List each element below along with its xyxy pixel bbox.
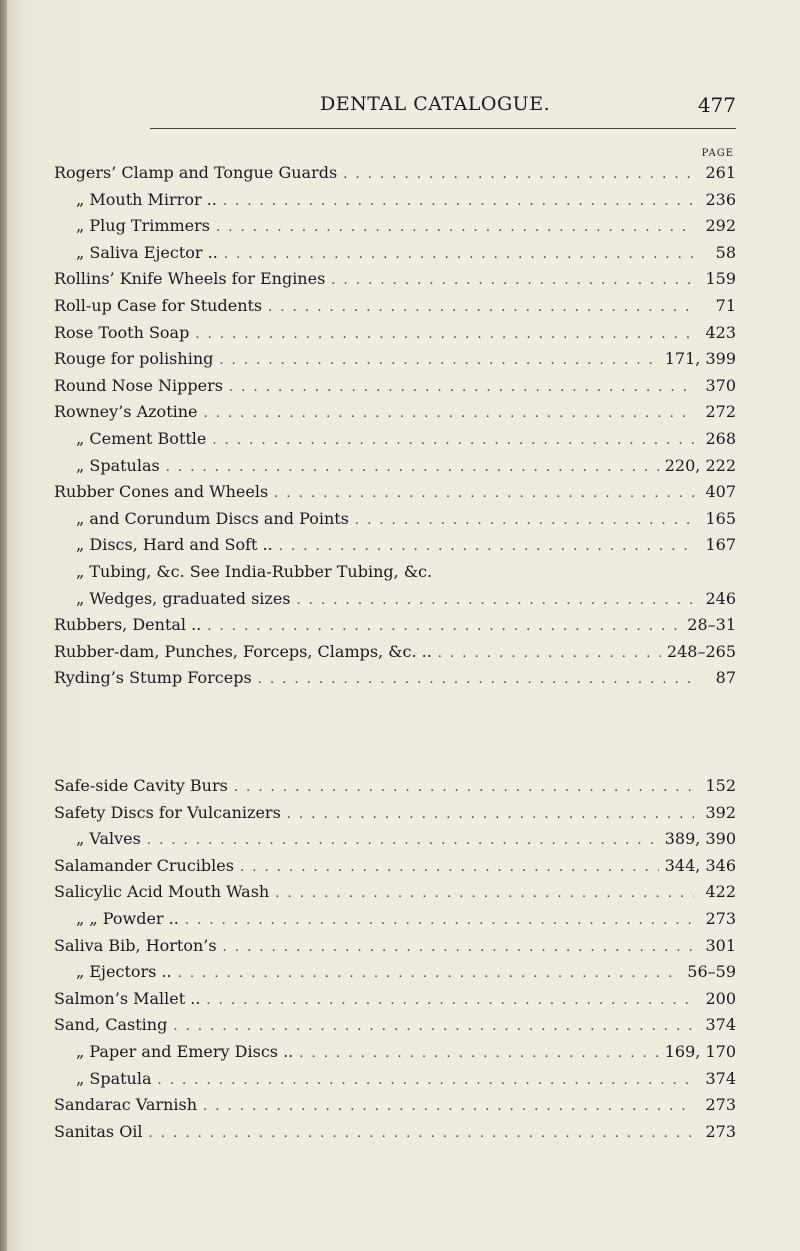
entry-label: Sandarac Varnish — [54, 1095, 198, 1115]
dot-leader — [279, 534, 694, 560]
dot-leader — [166, 455, 659, 481]
index-entry — [54, 986, 736, 1013]
dot-leader — [275, 881, 694, 907]
entry-page-number: 87 — [715, 668, 736, 688]
dot-leader — [274, 481, 694, 507]
entry-page-number: 200 — [705, 988, 736, 1008]
entry-label: Safe-side Cavity Burs — [54, 776, 228, 795]
dot-leader — [297, 588, 695, 614]
entry-label: „ Paper and Emery Discs .. — [76, 1041, 294, 1061]
entry-page-number: 28–31 — [687, 615, 736, 635]
dot-leader — [258, 667, 694, 693]
entry-label: Safety Discs for Vulcanizers — [54, 802, 281, 822]
index-entry — [54, 665, 736, 692]
index-entry — [54, 959, 736, 986]
entry-page-number: 344, 346 — [664, 855, 736, 875]
entry-label: „ Ejectors .. — [76, 962, 172, 982]
entry-label: „ „ Powder .. — [76, 908, 179, 928]
index-entry — [54, 773, 736, 800]
running-title: DENTAL CATALOGUE. — [320, 93, 551, 115]
index-entry — [54, 266, 736, 293]
dot-leader — [204, 401, 694, 427]
entry-page-number: 272 — [705, 402, 736, 422]
entry-label: Salamander Crucibles — [54, 855, 234, 875]
dot-leader — [216, 215, 694, 241]
dot-leader — [185, 908, 694, 934]
dot-leader — [268, 295, 694, 321]
entry-label: „ and Corundum Discs and Points — [76, 508, 349, 528]
entry-page-number: 423 — [705, 322, 736, 342]
index-entry — [54, 399, 736, 426]
index-entry — [54, 506, 736, 533]
entry-label: „ Wedges, graduated sizes — [76, 588, 291, 608]
page-binding-edge — [0, 0, 7, 1251]
entry-page-number: 246 — [705, 588, 736, 608]
dot-leader — [343, 162, 694, 188]
index-entry — [54, 240, 736, 267]
index-entry — [54, 320, 736, 347]
dot-leader — [331, 268, 694, 294]
entry-label: Sanitas Oil — [54, 1121, 143, 1141]
entry-page-number: 374 — [705, 1068, 736, 1088]
entry-page-number: 407 — [705, 482, 736, 502]
index-entry — [54, 559, 736, 586]
dot-leader — [229, 375, 694, 401]
entry-label: „ Tubing, &c. See India-Rubber Tubing, &c. — [76, 561, 433, 581]
dot-leader — [223, 935, 694, 961]
entry-label: Salmon’s Mallet .. — [54, 988, 201, 1008]
dot-leader — [212, 428, 694, 454]
index-entry — [54, 1119, 736, 1146]
entry-label: Ryding’s Stump Forceps — [54, 668, 252, 688]
index-entry — [54, 800, 736, 827]
index-entry — [54, 532, 736, 559]
dot-leader — [149, 1121, 694, 1147]
entry-label: „ Cement Bottle — [76, 428, 207, 448]
dot-leader — [438, 641, 661, 667]
index-entry — [54, 826, 736, 853]
index-entry — [54, 479, 736, 506]
entry-page-number: 165 — [705, 508, 736, 528]
entry-label: „ Spatula — [76, 1068, 152, 1088]
index-entry — [54, 346, 736, 373]
entry-label: „ Discs, Hard and Soft .. — [76, 535, 273, 555]
entry-page-number: 273 — [705, 1121, 736, 1141]
entry-label: Rollins’ Knife Wheels for Engines — [54, 269, 326, 289]
dot-leader — [299, 1041, 658, 1067]
entry-page-number: 422 — [705, 882, 736, 902]
entry-page-number: 292 — [705, 216, 736, 236]
entry-page-number: 374 — [705, 1015, 736, 1035]
dot-leader — [287, 802, 694, 828]
entry-label: „ Plug Trimmers — [76, 216, 210, 236]
entry-page-number: 159 — [705, 269, 736, 289]
entry-label: Salicylic Acid Mouth Wash — [54, 882, 270, 902]
entry-page-number: 248–265 — [666, 641, 736, 661]
entry-label: Roll-up Case for Students — [54, 295, 263, 315]
dot-leader — [203, 1094, 694, 1120]
entry-page-number: 236 — [705, 189, 736, 209]
dot-leader — [240, 855, 659, 881]
entry-page-number: 370 — [705, 375, 736, 395]
dot-leader — [224, 242, 694, 268]
header-rule — [150, 128, 736, 129]
page-header — [0, 93, 800, 123]
entry-label: Rouge for polishing — [54, 349, 214, 369]
index-entry — [54, 293, 736, 320]
index-entry — [54, 187, 736, 214]
entry-page-number: 167 — [705, 535, 736, 555]
index-entry — [54, 906, 736, 933]
index-entry — [54, 612, 736, 639]
dot-leader — [207, 614, 681, 640]
index-entry — [54, 1092, 736, 1119]
page-number: 477 — [697, 93, 736, 117]
index-entry — [54, 853, 736, 880]
dot-leader — [173, 1014, 694, 1040]
index-entry — [54, 160, 736, 187]
index-entry — [54, 639, 736, 666]
entry-label: Rogers’ Clamp and Tongue Guards — [54, 163, 338, 182]
entry-page-number: 389, 390 — [664, 829, 736, 849]
page-column-heading: PAGE — [701, 148, 734, 159]
entry-label: „ Saliva Ejector .. — [76, 242, 218, 262]
entry-label: Rowney’s Azotine — [54, 402, 198, 422]
index-entry — [54, 213, 736, 240]
index-entry — [54, 426, 736, 453]
entry-page-number: 169, 170 — [664, 1041, 736, 1061]
entry-page-number: 273 — [705, 908, 736, 928]
entry-label: „ Valves — [76, 829, 141, 849]
index-entry — [54, 373, 736, 400]
entry-label: Rose Tooth Soap — [54, 322, 190, 342]
index-entry — [54, 1012, 736, 1039]
dot-leader — [195, 322, 694, 348]
entry-label: Round Nose Nippers — [54, 375, 223, 395]
index-entry — [54, 453, 736, 480]
dot-leader — [355, 508, 694, 534]
dot-leader — [223, 189, 694, 215]
entry-label: „ Spatulas — [76, 455, 160, 475]
index-entry — [54, 586, 736, 613]
entry-page-number: 171, 399 — [664, 349, 736, 369]
dot-leader — [219, 348, 658, 374]
entry-label: Saliva Bib, Horton’s — [54, 935, 217, 955]
entry-page-number: 152 — [705, 776, 736, 795]
index-entry — [54, 879, 736, 906]
entry-label: Rubber Cones and Wheels — [54, 482, 269, 502]
entry-label: Rubber-dam, Punches, Forceps, Clamps, &c. .. — [54, 641, 432, 661]
index-entry — [54, 1066, 736, 1093]
index-entry — [54, 1039, 736, 1066]
index-section-r — [54, 160, 736, 692]
dot-leader — [234, 775, 694, 801]
entry-page-number: 58 — [715, 242, 736, 262]
entry-page-number: 71 — [715, 295, 736, 315]
entry-label: Sand, Casting — [54, 1015, 168, 1035]
index-section-s — [54, 773, 736, 1145]
entry-page-number: 261 — [705, 163, 736, 182]
entry-page-number: 220, 222 — [664, 455, 736, 475]
dot-leader — [206, 988, 694, 1014]
dot-leader — [178, 961, 682, 987]
entry-page-number: 56–59 — [687, 962, 736, 982]
entry-page-number: 273 — [705, 1095, 736, 1115]
entry-page-number: 301 — [705, 935, 736, 955]
entry-page-number: 392 — [705, 802, 736, 822]
entry-label: Rubbers, Dental .. — [54, 615, 202, 635]
entry-label: „ Mouth Mirror .. — [76, 189, 217, 209]
entry-page-number: 268 — [705, 428, 736, 448]
dot-leader — [158, 1068, 694, 1094]
dot-leader — [147, 828, 659, 854]
index-entry — [54, 933, 736, 960]
